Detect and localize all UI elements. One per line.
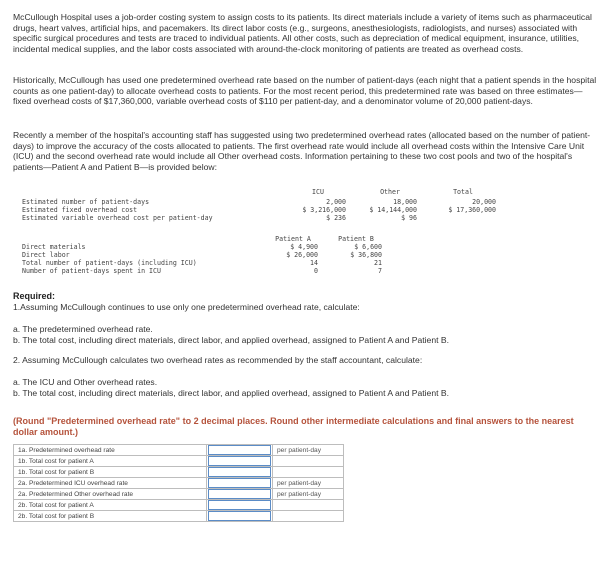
answer-label: 1b. Total cost for patient B xyxy=(14,467,207,478)
cell-patient-b: 21 xyxy=(374,259,382,267)
answer-input-2a-other[interactable] xyxy=(208,489,271,499)
row-label: Total number of patient-days (including ICU) xyxy=(22,259,197,267)
col-header-total: Total xyxy=(453,188,473,196)
answer-input-1b-b[interactable] xyxy=(208,467,271,477)
cell-total: 20,000 xyxy=(472,198,496,206)
answer-label: 2b. Total cost for patient B xyxy=(14,511,207,522)
cell-other: $ 14,144,000 xyxy=(369,206,417,214)
question-2b: b. The total cost, including direct materials, direct labor, and applied overhead, assigned to Patient A and Patient B. xyxy=(13,388,450,398)
answer-label: 1a. Predetermined overhead rate xyxy=(14,445,207,456)
answer-input-2b-a[interactable] xyxy=(208,500,271,510)
answer-label: 1b. Total cost for patient A xyxy=(14,456,207,467)
cell-patient-a: $ 26,000 xyxy=(286,251,318,259)
answer-row xyxy=(14,500,344,511)
answer-label: 2a. Predetermined ICU overhead rate xyxy=(14,478,207,489)
answer-input-cell xyxy=(207,456,273,467)
cell-patient-a: $ 4,900 xyxy=(290,243,318,251)
answer-input-2a-icu[interactable] xyxy=(208,478,271,488)
cell-icu: $ 3,216,000 xyxy=(302,206,346,214)
answer-row xyxy=(14,511,344,522)
proposal-paragraph: Recently a member of the hospital's accounting staff has suggested using two predetermined overhead rates (allocated based on the number of patient-days) to improve the accuracy of the costs allocated to patients. The first overhead rate would include all overhead costs within the Intensive Care Unit (ICU) and the second overhead rate would include all Other overhead costs. Information pertaining to these two cost pools and two of the hospital's patients—Patient A and Patient B—is provided below: xyxy=(13,130,591,172)
row-label: Estimated number of patient-days xyxy=(22,198,150,206)
answer-input-cell xyxy=(207,467,273,478)
col-header-patient-b: Patient B xyxy=(338,235,374,243)
question-1a: a. The predetermined overhead rate. xyxy=(13,324,153,334)
answer-input-cell xyxy=(207,511,273,522)
col-header-other: Other xyxy=(380,188,400,196)
answer-input-1b-a[interactable] xyxy=(208,456,271,466)
intro-paragraph: McCullough Hospital uses a job-order costing system to assign costs to its patients. Its direct materials include a variety of items such as pharmaceutical drugs, heart valves, artificial hips, and pacemakers. Its direct labor costs (e.g., surgeons, anesthesiologists, radiologists, and nurses) associated with specific surgical procedures and tests are traced to individual patients. All other costs, such as depreciation of medical equipment, insurance, utilities, incidental medical supplies, and the labor costs associated with around-the-clock monitoring of patients are treated as overhead costs. xyxy=(13,12,592,54)
col-header-icu: ICU xyxy=(312,188,324,196)
history-paragraph: Historically, McCullough has used one predetermined overhead rate based on the number of patient-days (each night that a patient spends in the hospital counts as one patient-day) to allocate overhead costs to patients. For the most recent period, this predetermined rate was based on three estimates—fixed overhead costs of $17,360,000, variable overhead costs of $110 per patient-day, and a denominator volume of 20,000 patient-days. xyxy=(13,75,597,107)
answer-input-cell xyxy=(207,478,273,489)
cell-patient-b: $ 36,800 xyxy=(350,251,382,259)
cell-icu: 2,000 xyxy=(326,198,346,206)
answer-unit: per patient-day xyxy=(273,489,344,500)
answer-input-1a[interactable] xyxy=(208,445,271,455)
answer-table xyxy=(13,444,344,522)
cell-other: $ 96 xyxy=(401,214,417,222)
question-2: 2. Assuming McCullough calculates two overhead rates as recommended by the staff accountant, calculate: xyxy=(13,355,423,365)
answer-unit: per patient-day xyxy=(273,445,344,456)
question-2a: a. The ICU and Other overhead rates. xyxy=(13,377,158,387)
row-label: Direct materials xyxy=(22,243,86,251)
cell-total: $ 17,360,000 xyxy=(448,206,496,214)
answer-label: 2b. Total cost for patient A xyxy=(14,500,207,511)
row-label: Estimated variable overhead cost per patient-day xyxy=(22,214,213,222)
answer-input-cell xyxy=(207,445,273,456)
answer-label: 2a. Predetermined Other overhead rate xyxy=(14,489,207,500)
row-label: Number of patient-days spent in ICU xyxy=(22,267,161,275)
required-heading: Required: xyxy=(13,291,56,301)
cell-patient-a: 14 xyxy=(310,259,318,267)
answer-unit: per patient-day xyxy=(273,478,344,489)
cell-other: 18,000 xyxy=(393,198,417,206)
answer-unit xyxy=(273,467,344,478)
answer-input-cell xyxy=(207,489,273,500)
answer-unit xyxy=(273,456,344,467)
rounding-instructions: (Round "Predetermined overhead rate" to 2 decimal places. Round other intermediate calculations and final answers to the nearest dollar amount.) xyxy=(13,416,574,437)
cell-patient-a: 0 xyxy=(314,267,318,275)
row-label: Direct labor xyxy=(22,251,70,259)
answer-unit xyxy=(273,500,344,511)
question-1b: b. The total cost, including direct materials, direct labor, and applied overhead, assigned to Patient A and Patient B. xyxy=(13,335,450,345)
answer-row xyxy=(14,489,344,500)
answer-unit xyxy=(273,511,344,522)
cell-patient-b: $ 6,600 xyxy=(354,243,382,251)
answer-row xyxy=(14,456,344,467)
cell-icu: $ 236 xyxy=(326,214,346,222)
question-1: 1.Assuming McCullough continues to use only one predetermined overhead rate, calculate: xyxy=(13,302,360,312)
answer-input-cell xyxy=(207,500,273,511)
answer-row xyxy=(14,445,344,456)
answer-row xyxy=(14,478,344,489)
answer-row xyxy=(14,467,344,478)
cell-patient-b: 7 xyxy=(378,267,382,275)
answer-input-2b-b[interactable] xyxy=(208,511,271,521)
row-label: Estimated fixed overhead cost xyxy=(22,206,138,214)
col-header-patient-a: Patient A xyxy=(275,235,311,243)
